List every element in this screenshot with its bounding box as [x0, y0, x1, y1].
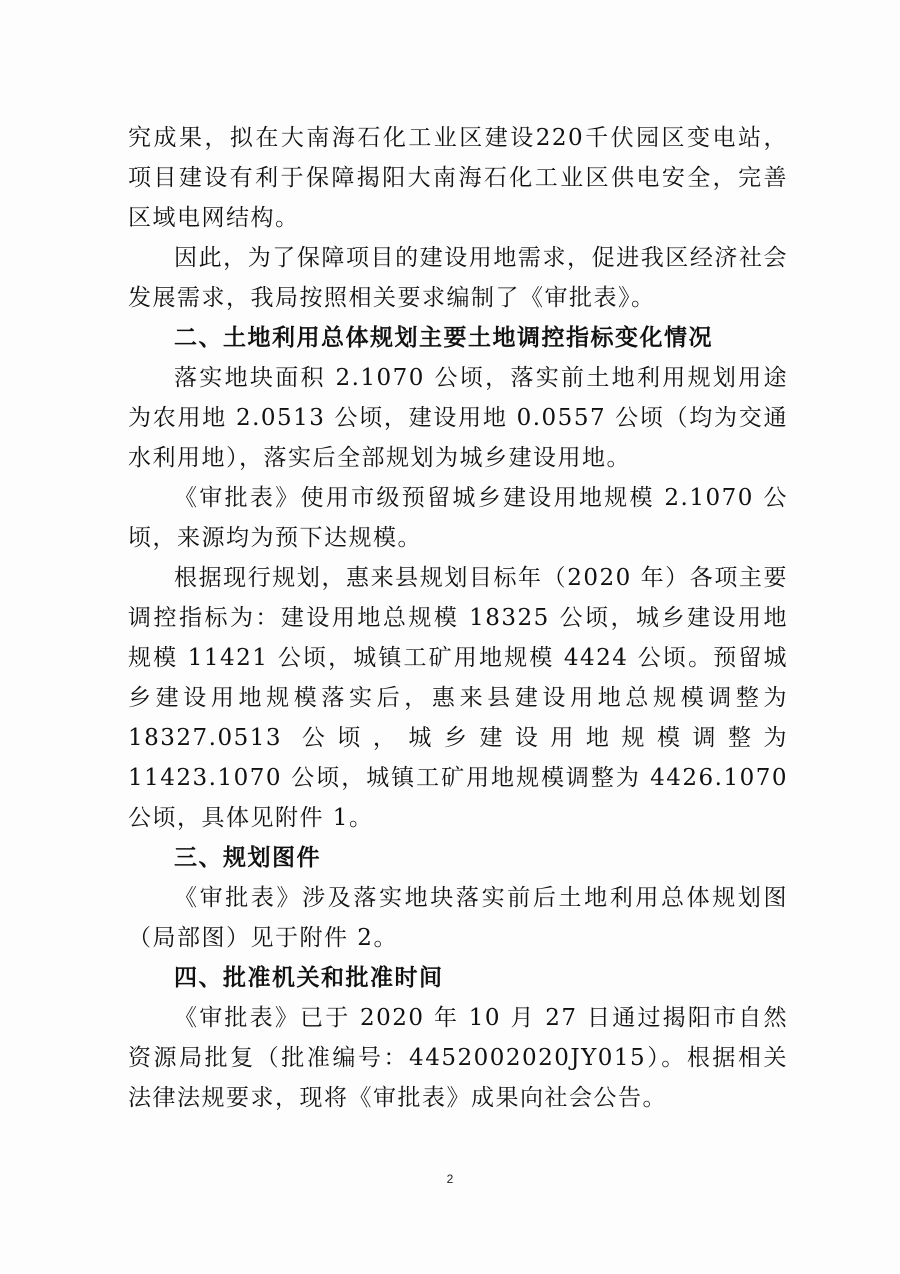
page-number: 2	[446, 1172, 454, 1186]
document-body	[128, 118, 788, 1118]
section-2-heading: 二、土地利用总体规划主要土地调控指标变化情况	[174, 325, 713, 351]
section-3-heading: 三、规划图件	[174, 845, 321, 871]
section-2-paragraph-3: 根据现行规划，惠来县规划目标年（2020 年）各项主要调控指标为：建设用地总规模 18325 公顷，城乡建设用地规模 11421 公顷，城镇工矿用地规模 4424 公顷。预留城乡建设用地规模落实后，惠来县建设用地总规模调整为 18327.0513 公顷，城乡建设用地规模调整为 11423.1070 公顷，城镇工矿用地规模调整为 4426.1070 公顷，具体见附件 1。	[128, 565, 788, 831]
section-2-paragraph-1: 落实地块面积 2.1070 公顷，落实前土地利用规划用途为农用地 2.0513 公顷，建设用地 0.0557 公顷（均为交通水利用地），落实后全部规划为城乡建设用地。	[128, 365, 788, 471]
continued-paragraph: 究成果，拟在大南海石化工业区建设220千伏园区变电站，项目建设有利于保障揭阳大南海石化工业区供电安全，完善区域电网结构。	[128, 125, 788, 231]
section-2-paragraph-2: 《审批表》使用市级预留城乡建设用地规模 2.1070 公顷，来源均为预下达规模。	[128, 485, 788, 551]
purpose-paragraph: 因此，为了保障项目的建设用地需求，促进我区经济社会发展需求，我局按照相关要求编制了《审批表》。	[128, 245, 788, 311]
section-4-heading: 四、批准机关和批准时间	[174, 965, 444, 991]
section-3-paragraph-1: 《审批表》涉及落实地块落实前后土地利用总体规划图（局部图）见于附件 2。	[128, 885, 788, 951]
section-4-paragraph-1: 《审批表》已于 2020 年 10 月 27 日通过揭阳市自然资源局批复（批准编号：4452002020JY015）。根据相关法律法规要求，现将《审批表》成果向社会公告。	[128, 1005, 788, 1111]
